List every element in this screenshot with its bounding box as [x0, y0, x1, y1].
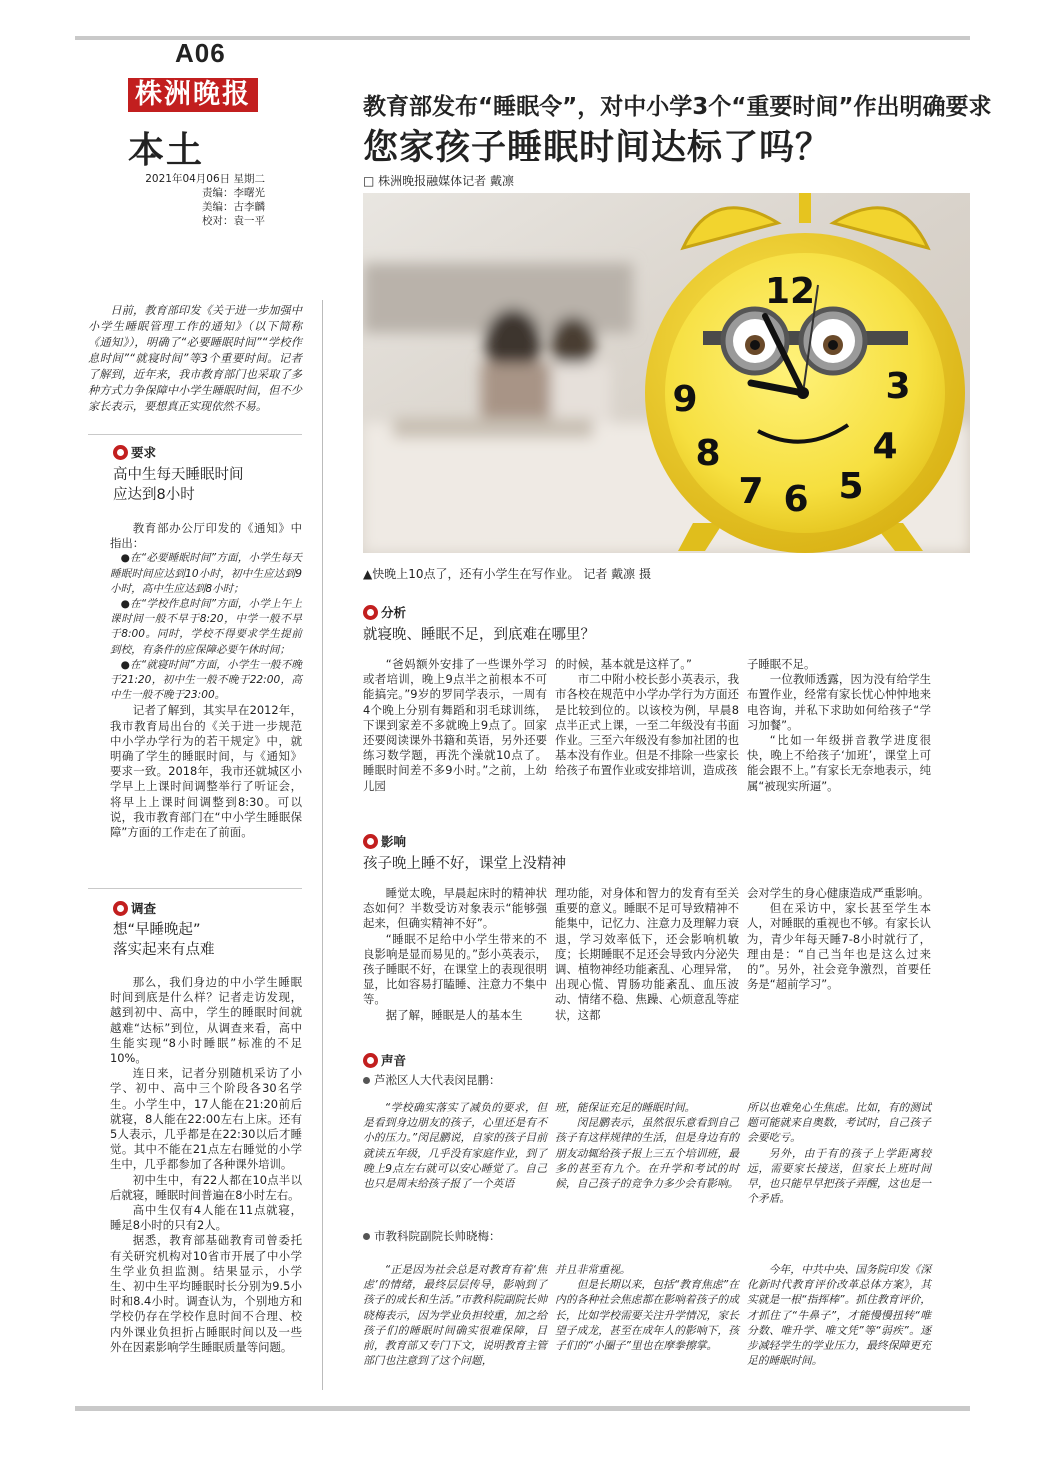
- clock-number: 7: [738, 471, 764, 512]
- paragraph: 所以也难免心生焦虑。比如，有的测试题可能就来自奥数，考试时，自己孩子会要吃亏。: [747, 1101, 931, 1145]
- subhead-line: 高中生每天睡眠时间: [113, 467, 244, 483]
- section-tag-analysis: [363, 604, 406, 621]
- article-byline: □ 株洲晚报融媒体记者 戴凛: [363, 174, 514, 188]
- paragraph: 据了解，睡眠是人的基本生: [385, 1007, 523, 1022]
- paragraph: 教育部办公厅印发的《通知》中指出：: [110, 521, 302, 551]
- section-subhead: [113, 465, 244, 505]
- bullet-paragraph: ●在“必要睡眠时间”方面，小学生每天睡眠时间应达到10小时，初中生应达到9小时，高中生应达到8小时；: [110, 552, 302, 595]
- photo-illustration: [363, 193, 970, 553]
- tag-bullet-icon: [113, 445, 128, 460]
- s5-q1-col3: [747, 1100, 931, 1206]
- date-line: 2021年04月06日 星期二: [145, 173, 265, 185]
- tag-label: 调查: [131, 901, 157, 916]
- paragraph: “正是因为社会总是对教育有着‘焦虑’的情绪，最终层层传导，影响到了孩子的成长和生活。”市教科院副院长帅晓梅表示，因为学业负担较重，加之给孩子们的睡眠时间确实很难保障，目前，教育部又专门下文，说明教育主管部门也注意到了这个问题，: [363, 1263, 547, 1368]
- s2-body: [110, 975, 302, 1355]
- s1-body: [110, 521, 302, 840]
- lead-divider: [88, 434, 302, 435]
- masthead-logo: 株洲晚报: [128, 78, 258, 112]
- section-tag-impact: [363, 833, 406, 850]
- speaker-name: 芦淞区人大代表闵昆鹏：: [374, 1073, 501, 1087]
- lead-text: 日前，教育部印发《关于进一步加强中小学生睡眠管理工作的通知》（以下简称《通知》），明确了“必要睡眠时间”“学校作息时间”“就寝时间”等3个重要时间。记者了解到，近年来，我市教育部门也采取了多种方式力争保障中小学生睡眠时间，但不少家长表示，要想真正实现依然不易。: [88, 304, 302, 413]
- paragraph: 并且非常重视。: [555, 1263, 631, 1276]
- paragraph: “爸妈额外安排了一些课外学习或者培训，晚上9点半之前根本不可能搞完。”9岁的罗同学表示，一周有4个晚上分别有舞蹈和羽毛球训练，下课到家差不多就晚上9点了。回家还要阅读课外书籍和英语，另外还要练习数学题，再洗个澡就10点了。睡眠时间差不多9小时。”之前，上幼儿园: [363, 657, 547, 793]
- clock-number: 4: [872, 426, 898, 467]
- s3-col1: [363, 657, 547, 794]
- bullet-paragraph: ●在“就寝时间”方面，小学生一般不晚于21:20，初中生一般不晚于22:00，高中生一般不晚于23:00。: [110, 658, 302, 702]
- paragraph: 但在采访中，家长甚至学生本人，对睡眠的重视也不够。有家长认为，青少年每天睡7-8小时就行了，理由是：“自己当年也是这么过来的”。另外，社会竞争激烈，首要任务是“超前学习”。: [747, 901, 931, 992]
- tag-bullet-icon: [363, 605, 378, 620]
- paragraph: 一位教师透露，因为没有给学生布置作业，经常有家长忧心忡忡地来电咨询，并私下求助如何给孩子“学习加餐”。: [747, 672, 931, 732]
- paragraph: 市二中附小校长彭小英表示，我市各校在规范中小学办学行为方面还是比较到位的。以该校为例，早晨8点半正式上课，一至二年级没有书面作业。三至六年级没有参加社团的也基本没有作业。但是不排除一些家长给孩子布置作业或安排培训，造成孩: [555, 672, 739, 778]
- paragraph: “睡眠不足给中小学生带来的不良影响是显而易见的。”彭小英表示，孩子睡眠不好，在课堂上的表现很明显，比如容易打瞌睡、注意力不集中等。: [363, 931, 547, 1007]
- paragraph: 今年，中共中央、国务院印发《深化新时代教育评价改革总体方案》，其实就是一根“指挥棒”。抓住教育评价，才抓住了“牛鼻子”，才能慢慢扭转“唯分数、唯升学、唯文凭”等“弱疾”。逐步减轻学生的学业压力，最终保障更充足的睡眠时间。: [747, 1263, 931, 1368]
- paragraph: 睡觉太晚，早晨起床时的精神状态如何？半数受访对象表示“能够强起来，但确实精神不好”。: [363, 886, 547, 931]
- tag-label: 分析: [381, 605, 407, 620]
- tag-label: 影响: [381, 834, 407, 849]
- section-tag-requirement: [113, 444, 156, 461]
- s5-q1-col1: [363, 1100, 547, 1191]
- speaker-label: [363, 1228, 501, 1244]
- bottom-rule: [75, 1406, 970, 1411]
- clock-number: 9: [672, 379, 698, 420]
- alarm-clock-photo: [363, 193, 970, 553]
- paragraph: 另外，由于有的孩子上学距离较远，需要家长接送，但家长上班时间早，也只能早早把孩子弄醒，这也是一个矛盾。: [747, 1146, 931, 1206]
- s4-col1: [363, 886, 547, 1023]
- s3-col2: [555, 657, 739, 779]
- section-subhead: 孩子晚上睡不好，课堂上没精神: [363, 856, 566, 872]
- subhead-line: 落实起来有点难: [113, 942, 215, 958]
- speaker-name: 市教科院副院长帅晓梅：: [374, 1229, 501, 1243]
- clock-number: 5: [838, 466, 864, 507]
- speaker-label: [363, 1072, 501, 1088]
- edition-meta: [115, 172, 265, 228]
- paragraph: 那么，我们身边的中小学生睡眠时间到底是什么样？记者走访发现，越到初中、高中，学生的睡眠时间就越难“达标”到位，从调查来看，高中生能实现“8小时睡眠”标准的不足10%。: [110, 975, 302, 1066]
- tag-bullet-icon: [363, 834, 378, 849]
- s1-divider: [88, 888, 302, 889]
- paragraph: 但是长期以来，包括“教育焦虑”在内的各种社会焦虑都在影响着孩子的成长，比如学校需要关注升学情况，家长望子成龙，甚至在成年人的影响下，孩子们的“小圈子”里也在摩拳擦掌。: [555, 1278, 739, 1353]
- paragraph: “比如一年级拼音教学进度很快，晚上不给孩子‘加班’，课堂上可能会跟不上。”有家长无奈地表示，纯属“被现实所逼”。: [747, 733, 931, 793]
- tag-bullet-icon: [113, 901, 128, 916]
- article-kicker: 教育部发布“睡眠令”，对中小学3个“重要时间”作出明确要求: [363, 94, 992, 120]
- section-tag-voices: [363, 1052, 406, 1069]
- section-tag-survey: [113, 900, 156, 917]
- clock-number: 3: [885, 366, 911, 407]
- paragraph: 连日来，记者分别随机采访了小学、初中、高中三个阶段各30名学生。小学生中，17人能在21:20前后就寝，8人能在22:00左右上床。还有5人表示，几乎都是在22:30以后才睡觉。其中不能在21点左右睡觉的小学生中，几乎都参加了各种课外培训。: [110, 1066, 302, 1172]
- article-lead: [88, 303, 302, 415]
- tag-label: 要求: [131, 445, 157, 460]
- bullet-icon: [363, 1077, 370, 1084]
- left-column-divider: [322, 300, 323, 1390]
- paragraph: 会对学生的身心健康造成严重影响。: [747, 886, 930, 900]
- s5-q2-col1: [363, 1262, 547, 1368]
- s4-col2: [555, 886, 739, 1023]
- clock-number: 12: [764, 271, 816, 312]
- s4-col3: [747, 886, 931, 992]
- paragraph: 闵昆鹏表示，虽然很乐意看到自己孩子有这样规律的生活，但是身边有的朋友动辄给孩子报上三五个培训班，最多的甚至有九个。在升学和考试的时候，自己孩子的竞争力多少会有影响。: [555, 1116, 739, 1191]
- section-subhead: 就寝晚、睡眠不足，到底难在哪里？: [363, 627, 595, 643]
- page-number: A06: [175, 38, 226, 68]
- paragraph: 据悉，教育部基础教育司曾委托有关研究机构对10省市开展了中小学生学业负担监测。结果显示，小学生、初中生平均睡眠时长分别为9.5小时和8.4小时。调查认为，个别地方和学校仍存在学校作息时间不合理、校内外课业负担折占睡眠时间以及一些外在因素影响学生睡眠质量等问题。: [110, 1233, 302, 1354]
- tag-bullet-icon: [363, 1053, 378, 1068]
- art-editor-line: 美编：古李麟: [202, 201, 265, 213]
- s3-col3: [747, 657, 931, 794]
- tag-label: 声音: [381, 1053, 407, 1068]
- subhead-line: 想“早睡晚起”: [113, 922, 201, 938]
- section-title: 本土: [128, 129, 205, 171]
- paragraph: 记者了解到，其实早在2012年，我市教育局出台的《关于进一步规范中小学办学行为的若干规定》中，就明确了学生的睡眠时间，与《通知》要求一致。2018年，我市还就城区小学早上上课时间调整举行了听证会，将早上上课时间调整到8:30。可以说，我市教育部门在“中小学生睡眠保障”方面的工作走在了前面。: [110, 703, 302, 840]
- photo-caption: ▲快晚上10点了，还有小学生在写作业。 记者 戴凛 摄: [363, 567, 651, 581]
- paragraph: 的时候，基本就是这样了。”: [555, 657, 692, 671]
- paragraph: 高中生仅有4人能在11点就寝，睡足8小时的只有2人。: [110, 1203, 302, 1233]
- clock-number: 8: [695, 433, 721, 474]
- subhead-line: 应达到8小时: [113, 487, 195, 503]
- paragraph: 班，能保证充足的睡眠时间。: [555, 1101, 696, 1114]
- paragraph: 初中生中，有22人都在10点半以后就寝，睡眠时间普遍在8小时左右。: [110, 1172, 302, 1202]
- paragraph: “学校确实落实了减负的要求，但是看到身边朋友的孩子，心里还是有不小的压力。”闵昆鹏说，自家的孩子目前就读五年级，几乎没有家庭作业，到了晚上9点左右就可以安心睡觉了。自己也只是周末给孩子报了一个英语: [363, 1101, 547, 1191]
- bullet-icon: [363, 1233, 370, 1240]
- paragraph: 子睡眠不足。: [747, 657, 816, 671]
- paragraph: 理功能，对身体和智力的发育有至关重要的意义。睡眠不足可导致精神不能集中，记忆力、注意力及理解力衰退，学习效率低下，还会影响机敏度；长期睡眠不足还会导致内分泌失调、植物神经功能紊乱、心理异常，出现心慌、胃肠功能紊乱、血压波动、情绪不稳、焦躁、心烦意乱等症状，这都: [555, 886, 739, 1022]
- proofreader-line: 校对：袁一平: [202, 215, 265, 227]
- bullet-paragraph: ●在“学校作息时间”方面，小学上午上课时间一般不早于8:20，中学一般不早于8:00。同时，学校不得要求学生提前到校，有条件的应保障必要午休时间；: [110, 598, 302, 656]
- section-subhead: [113, 920, 215, 960]
- clock-number: 6: [783, 479, 809, 520]
- s5-q2-col3: [747, 1262, 931, 1368]
- s5-q1-col2: [555, 1100, 739, 1191]
- article-headline: 您家孩子睡眠时间达标了吗？: [363, 128, 832, 168]
- editor-line: 责编：李曙光: [202, 187, 265, 199]
- s5-q2-col2: [555, 1262, 739, 1353]
